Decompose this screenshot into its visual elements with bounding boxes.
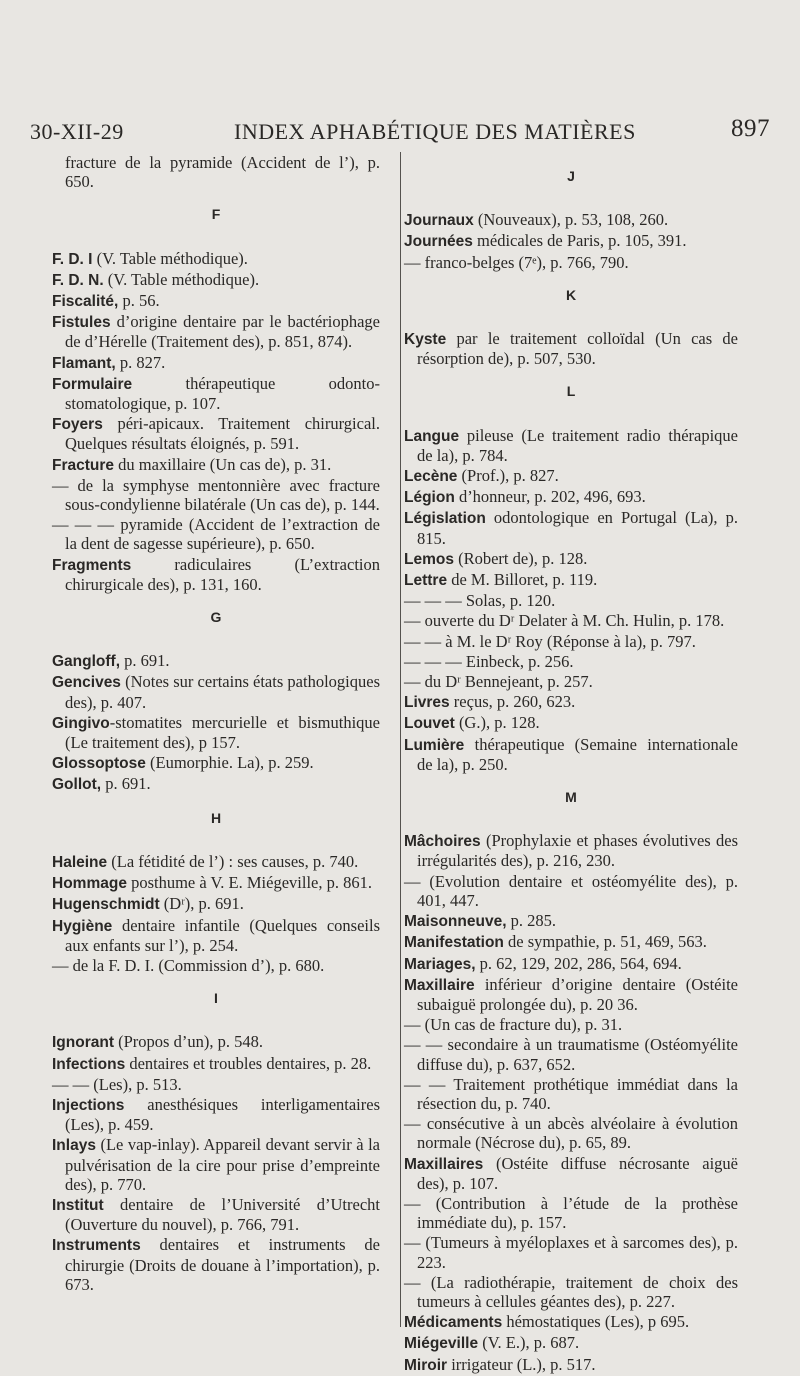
entry-text: p. 827.: [115, 352, 166, 372]
entry-keyword: Lemos: [404, 550, 454, 568]
entry-text: pileuse (Le traitement radio thérapique de la), p. 784.: [417, 425, 738, 465]
entry-keyword: F. D. N.: [52, 271, 104, 289]
index-entry: [52, 1095, 380, 1134]
index-entry: [404, 253, 738, 272]
index-entry: [404, 611, 738, 630]
entry-keyword: Miroir: [404, 1356, 448, 1374]
entry-text: — (Tumeurs à myéloplaxes et à sarcomes des), p. 223.: [404, 1233, 738, 1272]
section-letter: K: [565, 286, 577, 303]
entry-text: p. 285.: [506, 911, 556, 931]
index-entry: [404, 1333, 738, 1353]
section-letter: I: [214, 990, 218, 1007]
entry-keyword: Législation: [404, 510, 486, 528]
entry-text: — — — Solas, p. 120.: [404, 591, 556, 611]
index-entry: [404, 1075, 738, 1113]
entry-keyword: Maxillaire: [404, 976, 475, 994]
entry-text: (Prof.), p. 827.: [457, 466, 559, 486]
index-entry: [52, 353, 380, 373]
entry-keyword: Glossoptose: [52, 755, 146, 773]
entry-keyword: Fragments: [52, 556, 132, 574]
entry-text: inférieur d’origine dentaire (Ostéite subaiguë prolongée du), p. 20 36.: [417, 974, 738, 1014]
index-entry: [404, 1154, 738, 1193]
entry-keyword: Maxillaires: [404, 1155, 484, 1173]
entry-text: — — — Einbeck, p. 256.: [404, 651, 574, 671]
running-header: [30, 115, 770, 155]
index-entry: [404, 735, 738, 774]
index-entry: [404, 672, 738, 691]
entry-keyword: Foyers: [52, 416, 103, 434]
index-entry: [52, 374, 380, 413]
entry-text: dentaires et instruments de chirurgie (Droits de douane à l’importation), p. 673.: [65, 1235, 380, 1294]
entry-text: odontologique en Portugal (La), p. 815.: [417, 508, 738, 548]
index-entry: [404, 466, 738, 486]
index-entry: [404, 975, 738, 1014]
index-entry: [404, 1233, 738, 1271]
entry-keyword: Fistules: [52, 314, 111, 332]
index-entry: [52, 414, 380, 453]
entry-keyword: Mâchoires: [404, 833, 481, 851]
entry-text: thérapeutique odonto-stomatologique, p. 107.: [65, 373, 380, 414]
entry-text: hémostatiques (Les), p 695.: [502, 1312, 690, 1332]
index-entry: [52, 1195, 380, 1234]
entry-text: — — secondaire à un traumatisme (Ostéomyélite diffuse du), p. 637, 652.: [404, 1035, 738, 1074]
entry-text: — (Evolution dentaire et ostéomyélite des), p. 401, 447.: [404, 871, 738, 910]
index-entry: [52, 852, 380, 872]
entry-keyword: Livres: [404, 694, 450, 712]
index-entry: [404, 1194, 738, 1232]
index-entry: [404, 1355, 738, 1375]
entry-text: p. 691.: [120, 651, 170, 671]
entry-text: — — — pyramide (Accident de l’extraction de la dent de sagesse supérieure), p. 650.: [52, 515, 380, 554]
index-entry: [52, 713, 380, 752]
entry-text: — de la F. D. I. (Commission d’), p. 680.: [52, 955, 325, 975]
section-letter: G: [210, 609, 222, 626]
entry-text: (G.), p. 128.: [454, 713, 540, 733]
index-entry: [404, 1015, 738, 1034]
header-date: 30-XII-29: [30, 119, 124, 144]
section-letter: L: [566, 383, 576, 400]
entry-text: p. 56.: [118, 291, 160, 311]
index-entry: [52, 1075, 380, 1094]
left-column: [52, 153, 380, 1295]
index-entry: [52, 153, 380, 191]
index-entry: [404, 652, 738, 671]
entry-text: fracture de la pyramide (Accident de l’), p. 650.: [65, 153, 380, 192]
entry-text: (Eumorphie. La), p. 259.: [145, 753, 314, 773]
entry-text: par le traitement colloïdal (Un cas de résorption de), p. 507, 530.: [417, 329, 738, 369]
index-entry: [404, 231, 738, 251]
entry-keyword: Langue: [404, 427, 460, 445]
index-entry: [52, 651, 380, 671]
entry-keyword: Gollot,: [52, 776, 102, 794]
index-entry: [52, 1135, 380, 1194]
section-letter: F: [211, 206, 221, 223]
entry-text: — franco-belges (7ᵉ), p. 766, 790.: [404, 252, 629, 272]
right-column: [404, 153, 738, 1376]
entry-text: de sympathie, p. 51, 469, 563.: [503, 932, 707, 952]
index-entry: [52, 1235, 380, 1294]
entry-text: posthume à V. E. Miégeville, p. 861.: [126, 873, 372, 893]
entry-keyword: Médicaments: [404, 1314, 503, 1332]
entry-text: — du Dʳ Bennejeant, p. 257.: [404, 672, 593, 692]
entry-keyword: Fiscalité,: [52, 293, 119, 311]
entry-text: dentaires et troubles dentaires, p. 28.: [125, 1053, 372, 1073]
index-entry: [52, 455, 380, 475]
entry-keyword: Hommage: [52, 875, 127, 893]
entry-text: (Prophylaxie et phases évolutives des irrégularités des), p. 216, 230.: [417, 831, 738, 871]
index-entry: [404, 831, 738, 870]
entry-text: d’origine dentaire par le bactériophage de d’Hérelle (Traitement des), p. 851, 874).: [65, 312, 380, 352]
index-entry: [52, 873, 380, 893]
index-entry: [404, 911, 738, 931]
index-entry: [404, 1035, 738, 1073]
entry-keyword: Mariages,: [404, 955, 476, 973]
entry-text: du maxillaire (Un cas de), p. 31.: [114, 454, 332, 474]
index-entry: [52, 753, 380, 773]
page-number: 897: [731, 115, 770, 142]
entry-text: -stomatites mercurielle et bismuthique (Le traitement des), p 157.: [65, 712, 380, 753]
entry-text: (Propos d’un), p. 548.: [114, 1032, 263, 1052]
entry-keyword: Flamant,: [52, 354, 116, 372]
index-entry: [52, 476, 380, 514]
index-entry: [52, 774, 380, 794]
index-entry: [404, 692, 738, 712]
entry-keyword: Légion: [404, 489, 455, 507]
entry-keyword: Lumière: [404, 736, 465, 754]
index-entry: [404, 954, 738, 974]
index-entry: [52, 555, 380, 594]
entry-keyword: Journées: [404, 233, 473, 251]
entry-text: — (La radiothérapie, traitement de choix des tumeurs à cellules géantes des), p. 227.: [404, 1272, 738, 1311]
entry-text: irrigateur (L.), p. 517.: [447, 1354, 596, 1374]
entry-text: anesthésiques interligamentaires (Les), p. 459.: [65, 1094, 380, 1135]
index-entry: [404, 570, 738, 590]
entry-text: — (Un cas de fracture du), p. 31.: [404, 1015, 623, 1035]
entry-text: (V. Table méthodique).: [103, 269, 260, 289]
index-entry: [52, 1032, 380, 1052]
entry-keyword: Gencives: [52, 674, 121, 692]
entry-keyword: Lecène: [404, 468, 458, 486]
entry-text: (Dʳ), p. 691.: [159, 894, 244, 914]
index-entry: [52, 515, 380, 553]
entry-text: p. 62, 129, 202, 286, 564, 694.: [475, 953, 682, 973]
entry-keyword: Kyste: [404, 331, 447, 349]
column-divider: [400, 152, 401, 1327]
index-entry: [404, 872, 738, 910]
entry-text: (Ostéite diffuse nécrosante aiguë des), p. 107.: [417, 1153, 738, 1193]
index-entry: [52, 270, 380, 290]
index-entry: [404, 508, 738, 547]
entry-keyword: Formulaire: [52, 375, 133, 393]
index-entry: [52, 672, 380, 711]
entry-keyword: Ignorant: [52, 1034, 114, 1052]
entry-keyword: Maisonneuve,: [404, 913, 507, 931]
index-entry: [52, 249, 380, 269]
entry-keyword: Lettre: [404, 572, 448, 590]
entry-text: — — (Les), p. 513.: [52, 1074, 182, 1094]
section-letter: J: [567, 168, 575, 184]
entry-keyword: Manifestation: [404, 934, 504, 952]
entry-text: (Robert de), p. 128.: [453, 548, 588, 568]
index-entry: [404, 1273, 738, 1311]
index-entry: [52, 1054, 380, 1074]
entry-text: dentaire de l’Université d’Utrecht (Ouverture du nouvel), p. 766, 791.: [65, 1194, 380, 1235]
index-entry: [404, 1312, 738, 1332]
entry-text: — de la symphyse mentonnière avec fracture sous-condylienne bilatérale (Un cas de), p. 144.: [52, 475, 380, 515]
entry-keyword: Gingivo: [52, 714, 110, 732]
entry-text: (Nouveaux), p. 53, 108, 260.: [473, 210, 669, 230]
entry-text: — consécutive à un abcès alvéolaire à évolution normale (Nécrose du), p. 65, 89.: [404, 1114, 738, 1153]
entry-text: — — Traitement prothétique immédiat dans la résection du, p. 740.: [404, 1074, 738, 1113]
index-entry: [52, 894, 380, 914]
index-entry: [404, 632, 738, 651]
entry-text: p. 691.: [101, 774, 151, 794]
entry-keyword: Journaux: [404, 212, 474, 230]
index-entry: [52, 956, 380, 975]
entry-keyword: Infections: [52, 1055, 126, 1073]
entry-text: péri-apicaux. Traitement chirurgical. Quelques résultats éloignés, p. 591.: [65, 414, 380, 454]
index-entry: [404, 1114, 738, 1152]
entry-text: (Le vap-inlay). Appareil devant servir à la pulvérisation de la cire pour prise d’empreinte des), p. 770.: [65, 1135, 380, 1194]
entry-keyword: Inlays: [52, 1137, 96, 1155]
entry-text: reçus, p. 260, 623.: [449, 692, 576, 712]
entry-keyword: Gangloff,: [52, 653, 121, 671]
section-letter: H: [210, 809, 222, 826]
entry-text: thérapeutique (Semaine internationale de la), p. 250.: [417, 734, 738, 774]
entry-text: — ouverte du Dʳ Delater à M. Ch. Hulin, p. 178.: [404, 611, 725, 631]
entry-text: — (Contribution à l’étude de la prothèse immédiate du), p. 157.: [404, 1193, 738, 1233]
index-entry: [404, 426, 738, 465]
entry-text: dentaire infantile (Quelques conseils aux enfants sur l’), p. 254.: [65, 915, 380, 955]
entry-keyword: Hygiène: [52, 917, 113, 935]
entry-keyword: Haleine: [52, 853, 108, 871]
entry-keyword: Fracture: [52, 456, 115, 474]
entry-text: d’honneur, p. 202, 496, 693.: [454, 487, 646, 507]
entry-text: (V. E.), p. 687.: [478, 1333, 580, 1353]
entry-text: (V. Table méthodique).: [92, 248, 248, 268]
index-entry: [52, 916, 380, 955]
entry-text: radiculaires (L’extraction chirurgicale des), p. 131, 160.: [65, 554, 380, 594]
entry-text: de M. Billoret, p. 119.: [447, 570, 598, 590]
index-entry: [404, 591, 738, 610]
entry-keyword: Institut: [52, 1196, 104, 1214]
entry-keyword: Louvet: [404, 715, 455, 733]
entry-keyword: Instruments: [52, 1237, 141, 1255]
entry-text: (La fétidité de l’) : ses causes, p. 740.: [107, 851, 359, 871]
index-entry: [404, 210, 738, 230]
entry-keyword: Injections: [52, 1096, 125, 1114]
section-letter: M: [565, 789, 577, 806]
entry-text: médicales de Paris, p. 105, 391.: [472, 231, 687, 251]
index-entry: [404, 329, 738, 368]
index-entry: [52, 312, 380, 351]
index-entry: [52, 291, 380, 311]
entry-text: — — à M. le Dʳ Roy (Réponse à la), p. 797.: [404, 631, 696, 651]
index-entry: [404, 549, 738, 569]
header-title: INDEX APHABÉTIQUE DES MATIÈRES: [234, 119, 636, 144]
entry-keyword: Miégeville: [404, 1335, 479, 1353]
index-entry: [404, 487, 738, 507]
index-entry: [404, 932, 738, 952]
entry-text: (Notes sur certains états pathologiques des), p. 407.: [65, 672, 380, 712]
index-entry: [404, 713, 738, 733]
entry-keyword: F. D. I: [52, 250, 93, 268]
entry-keyword: Hugenschmidt: [52, 896, 160, 914]
